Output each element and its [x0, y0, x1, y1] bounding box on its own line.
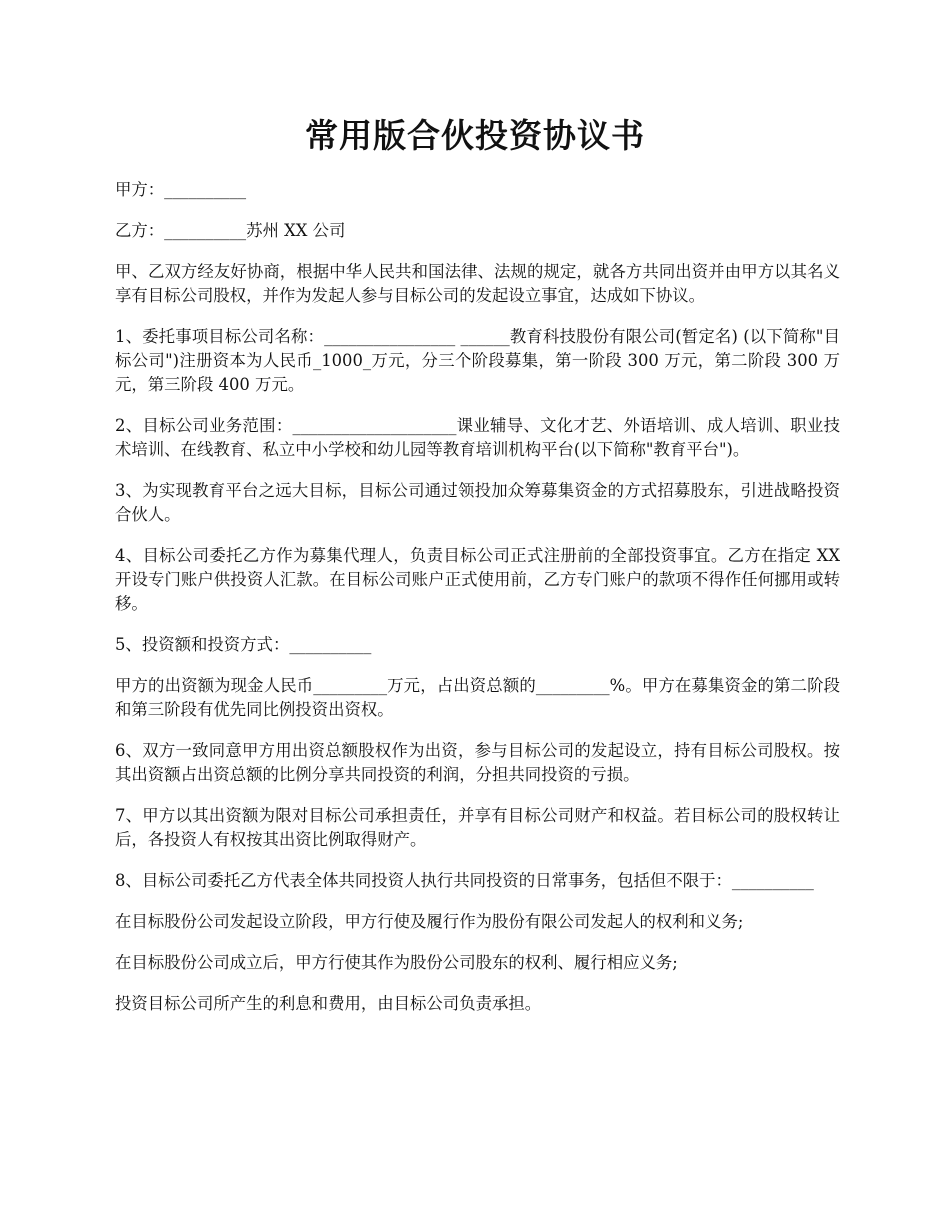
clause-1-paragraph: 1、委托事项目标公司名称：________________ ______教育科技股份有限公司(暂定名) (以下简称"目标公司")注册资本为人民币_1000_万元，分三个阶段募集，第一阶段 300 万元，第二阶段 300 万元，第三阶段 400 万元。 [115, 327, 840, 394]
post-establishment-paragraph: 在目标股份公司成立后，甲方行使其作为股份公司股东的权利、履行相应义务; [115, 953, 678, 972]
clause-5-heading: 5、投资额和投资方式：__________ [115, 635, 372, 654]
founding-stage-paragraph: 在目标股份公司发起设立阶段，甲方行使及履行作为股份有限公司发起人的权利和义务; [115, 912, 744, 931]
clause-6-paragraph: 6、双方一致同意甲方用出资总额股权作为出资，参与目标公司的发起设立，持有目标公司股权。按其出资额占出资总额的比例分享共同投资的利润，分担共同投资的亏损。 [115, 741, 840, 784]
clause-7-paragraph: 7、甲方以其出资额为限对目标公司承担责任，并享有目标公司财产和权益。若目标公司的股权转让后，各投资人有权按其出资比例取得财产。 [115, 806, 840, 849]
investment-amount-paragraph: 甲方的出资额为现金人民币_________万元，占出资总额的_________%。甲方在募集资金的第二阶段和第三阶段有优先同比例投资出资权。 [115, 676, 840, 719]
preamble-paragraph: 甲、乙双方经友好协商，根据中华人民共和国法律、法规的规定，就各方共同出资并由甲方以其名义享有目标公司股权，并作为发起人参与目标公司的发起设立事宜，达成如下协议。 [115, 262, 840, 305]
party-b-line: 乙方：__________苏州 XX 公司 [115, 221, 346, 240]
clause-8-paragraph: 8、目标公司委托乙方代表全体共同投资人执行共同投资的日常事务，包括但不限于：__________ [115, 871, 814, 890]
party-a-line: 甲方：__________ [115, 180, 247, 199]
clause-4-paragraph: 4、目标公司委托乙方作为募集代理人，负责目标公司正式注册前的全部投资事宜。乙方在指定 XX 开设专门账户供投资人汇款。在目标公司账户正式使用前，乙方专门账户的款项不得作任何挪用或转移。 [115, 546, 840, 613]
document-title: 常用版合伙投资协议书 [305, 116, 645, 155]
document-body [115, 178, 840, 1033]
clause-3-paragraph: 3、为实现教育平台之远大目标，目标公司通过领投加众筹募集资金的方式招募股东，引进战略投资合伙人。 [115, 481, 840, 524]
clause-2-paragraph: 2、目标公司业务范围：____________________课业辅导、文化才艺、外语培训、成人培训、职业技术培训、在线教育、私立中小学校和幼儿园等教育培训机构平台(以下简称"教育平台")。 [115, 416, 840, 459]
costs-paragraph: 投资目标公司所产生的利息和费用，由目标公司负责承担。 [115, 994, 542, 1013]
